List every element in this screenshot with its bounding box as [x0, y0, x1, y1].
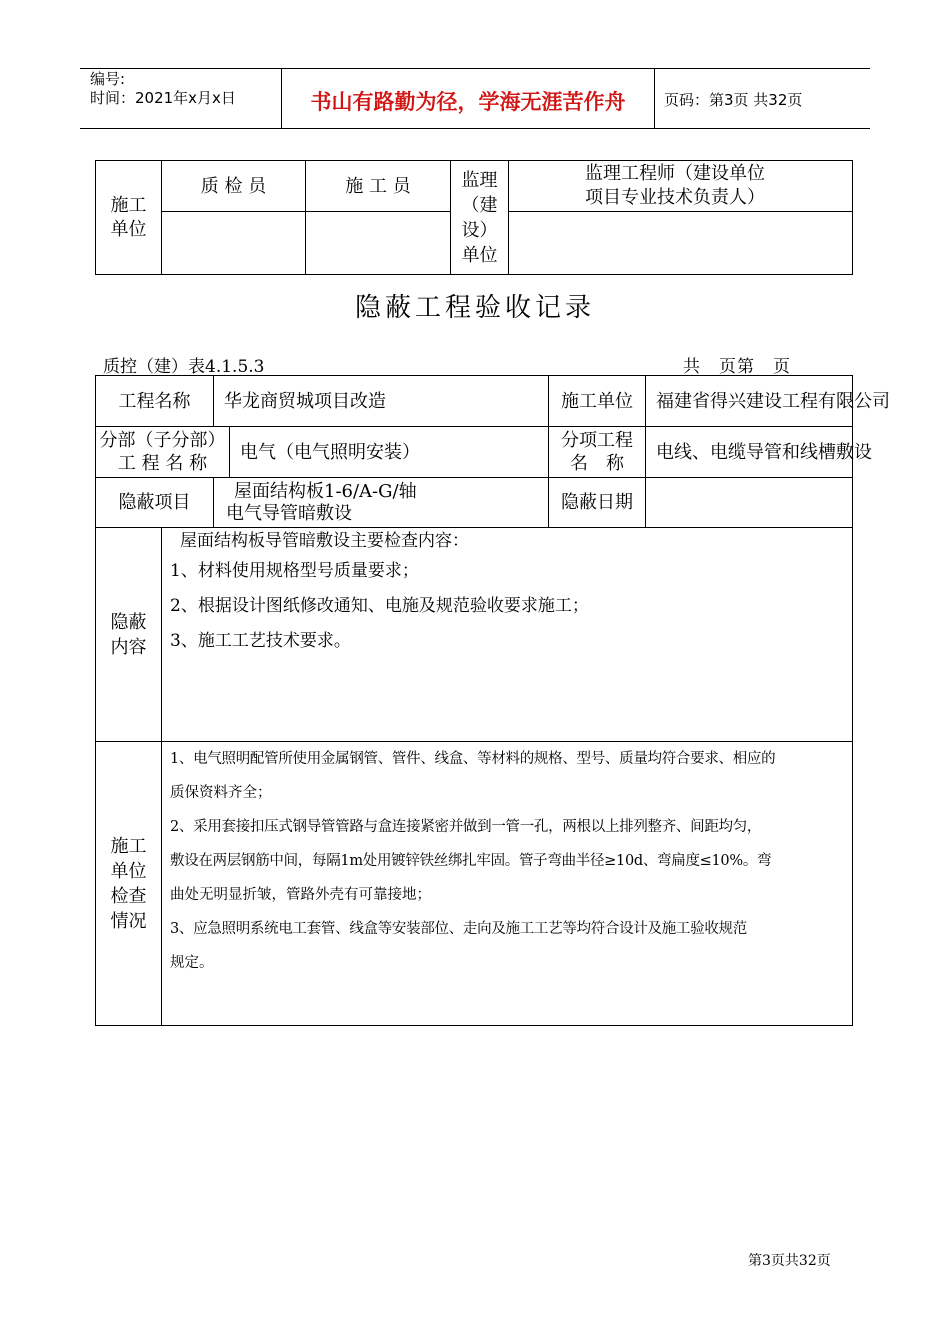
division-label-line1: 分部（子分部）: [99, 430, 226, 451]
check-line: 2、采用套接扣压式钢导管管路与盒连接紧密并做到一管一孔，两根以上排列整齐、间距均匀，: [170, 819, 762, 835]
division-label-line2: 工 程 名 称: [117, 453, 208, 474]
hidden-item-line2: 电气导管暗敷设: [226, 502, 352, 524]
check-line: 规定。: [170, 955, 214, 971]
construction-unit-label: 施工单位: [110, 194, 147, 240]
hidden-item-line1: 屋面结构板1-6/A-G/轴: [234, 480, 417, 502]
content-line: 屋面结构板导管暗敷设主要检查内容：: [180, 531, 469, 551]
page-count: 共 页第 页: [683, 357, 791, 377]
subitem-value: 电线、电缆导管和线槽敷设: [646, 427, 853, 478]
inspector-signature-field[interactable]: [162, 212, 306, 275]
check-label-line3: 检查: [110, 885, 147, 907]
project-name-label: 工程名称: [96, 376, 214, 427]
hidden-item-cell: [214, 478, 549, 528]
content-line: 2、根据设计图纸修改通知、电施及规范验收要求施工；: [170, 596, 589, 616]
content-label-line2: 内容: [110, 636, 147, 658]
construction-unit-value: 福建省得兴建设工程有限公司: [646, 376, 853, 427]
subitem-label-line1: 分项工程: [561, 430, 633, 451]
worker-signature-field[interactable]: [306, 212, 451, 275]
page-footer: 第3页共32页: [748, 1253, 831, 1269]
content-body: [162, 528, 853, 742]
check-body: [162, 742, 853, 1026]
page-code: 页码：第3页 共32页: [664, 91, 803, 109]
check-label-line2: 单位: [110, 860, 147, 882]
check-line: 敷设在两层钢筋中间，每隔1m处用镀锌铁丝绑扎牢固。管子弯曲半径≥10d、弯扁度≤10%。弯: [170, 853, 772, 869]
construction-unit-label-2: 施工单位: [549, 376, 646, 427]
subitem-label-cell: [549, 427, 646, 478]
engineer-header-cell: [509, 161, 853, 212]
check-line: 3、应急照明系统电工套管、线盒等安装部位、走向及施工工艺等均符合设计及施工验收规范: [170, 921, 747, 937]
engineer-label-line1: 监理工程师（建设单位: [585, 163, 765, 184]
supervision-unit-label: 监理（建设）单位: [461, 169, 498, 266]
engineer-label-line2: 项目专业技术负责人）: [585, 187, 765, 208]
project-name-value: 华龙商贸城项目改造: [214, 376, 549, 427]
header-motto: 书山有路勤为径，学海无涯苦作舟: [310, 90, 626, 114]
header-bottom-rule: [80, 128, 870, 129]
construction-unit-cell: [96, 161, 162, 275]
worker-label: 施 工 员: [306, 161, 451, 212]
check-line: 质保资料齐全；: [170, 785, 272, 801]
header-top-rule: [80, 68, 870, 69]
check-line: 曲处无明显折皱，管路外壳有可靠接地；: [170, 887, 431, 903]
division-value: 电气（电气照明安装）: [230, 427, 549, 478]
signature-table: [95, 160, 853, 275]
content-line: 1、材料使用规格型号质量要求；: [170, 561, 419, 581]
content-label-line1: 隐蔽: [110, 611, 147, 633]
hidden-date-label: 隐蔽日期: [549, 478, 646, 528]
supervision-unit-cell: [451, 161, 509, 275]
form-code: 质控（建）表4.1.5.3: [103, 357, 265, 377]
document-title: 隐蔽工程验收记录: [354, 293, 595, 323]
check-label-cell: [96, 742, 162, 1026]
check-label-line1: 施工: [110, 835, 147, 857]
inspector-label: 质 检 员: [162, 161, 306, 212]
division-label-cell: [96, 427, 230, 478]
content-label-cell: [96, 528, 162, 742]
check-line: 1、电气照明配管所使用金属钢管、管件、线盒、等材料的规格、型号、质量均符合要求、相应的: [170, 751, 776, 767]
document-number: 编号:: [90, 70, 126, 88]
engineer-signature-field[interactable]: [509, 212, 853, 275]
document-time: 时间：2021年x月x日: [90, 89, 236, 107]
subitem-label-line2: 名 称: [570, 453, 624, 474]
content-line: 3、施工工艺技术要求。: [170, 631, 351, 651]
check-label-line4: 情况: [110, 910, 147, 932]
record-table: [95, 375, 890, 1026]
hidden-item-label: 隐蔽项目: [96, 478, 214, 528]
hidden-date-value[interactable]: [646, 478, 853, 528]
